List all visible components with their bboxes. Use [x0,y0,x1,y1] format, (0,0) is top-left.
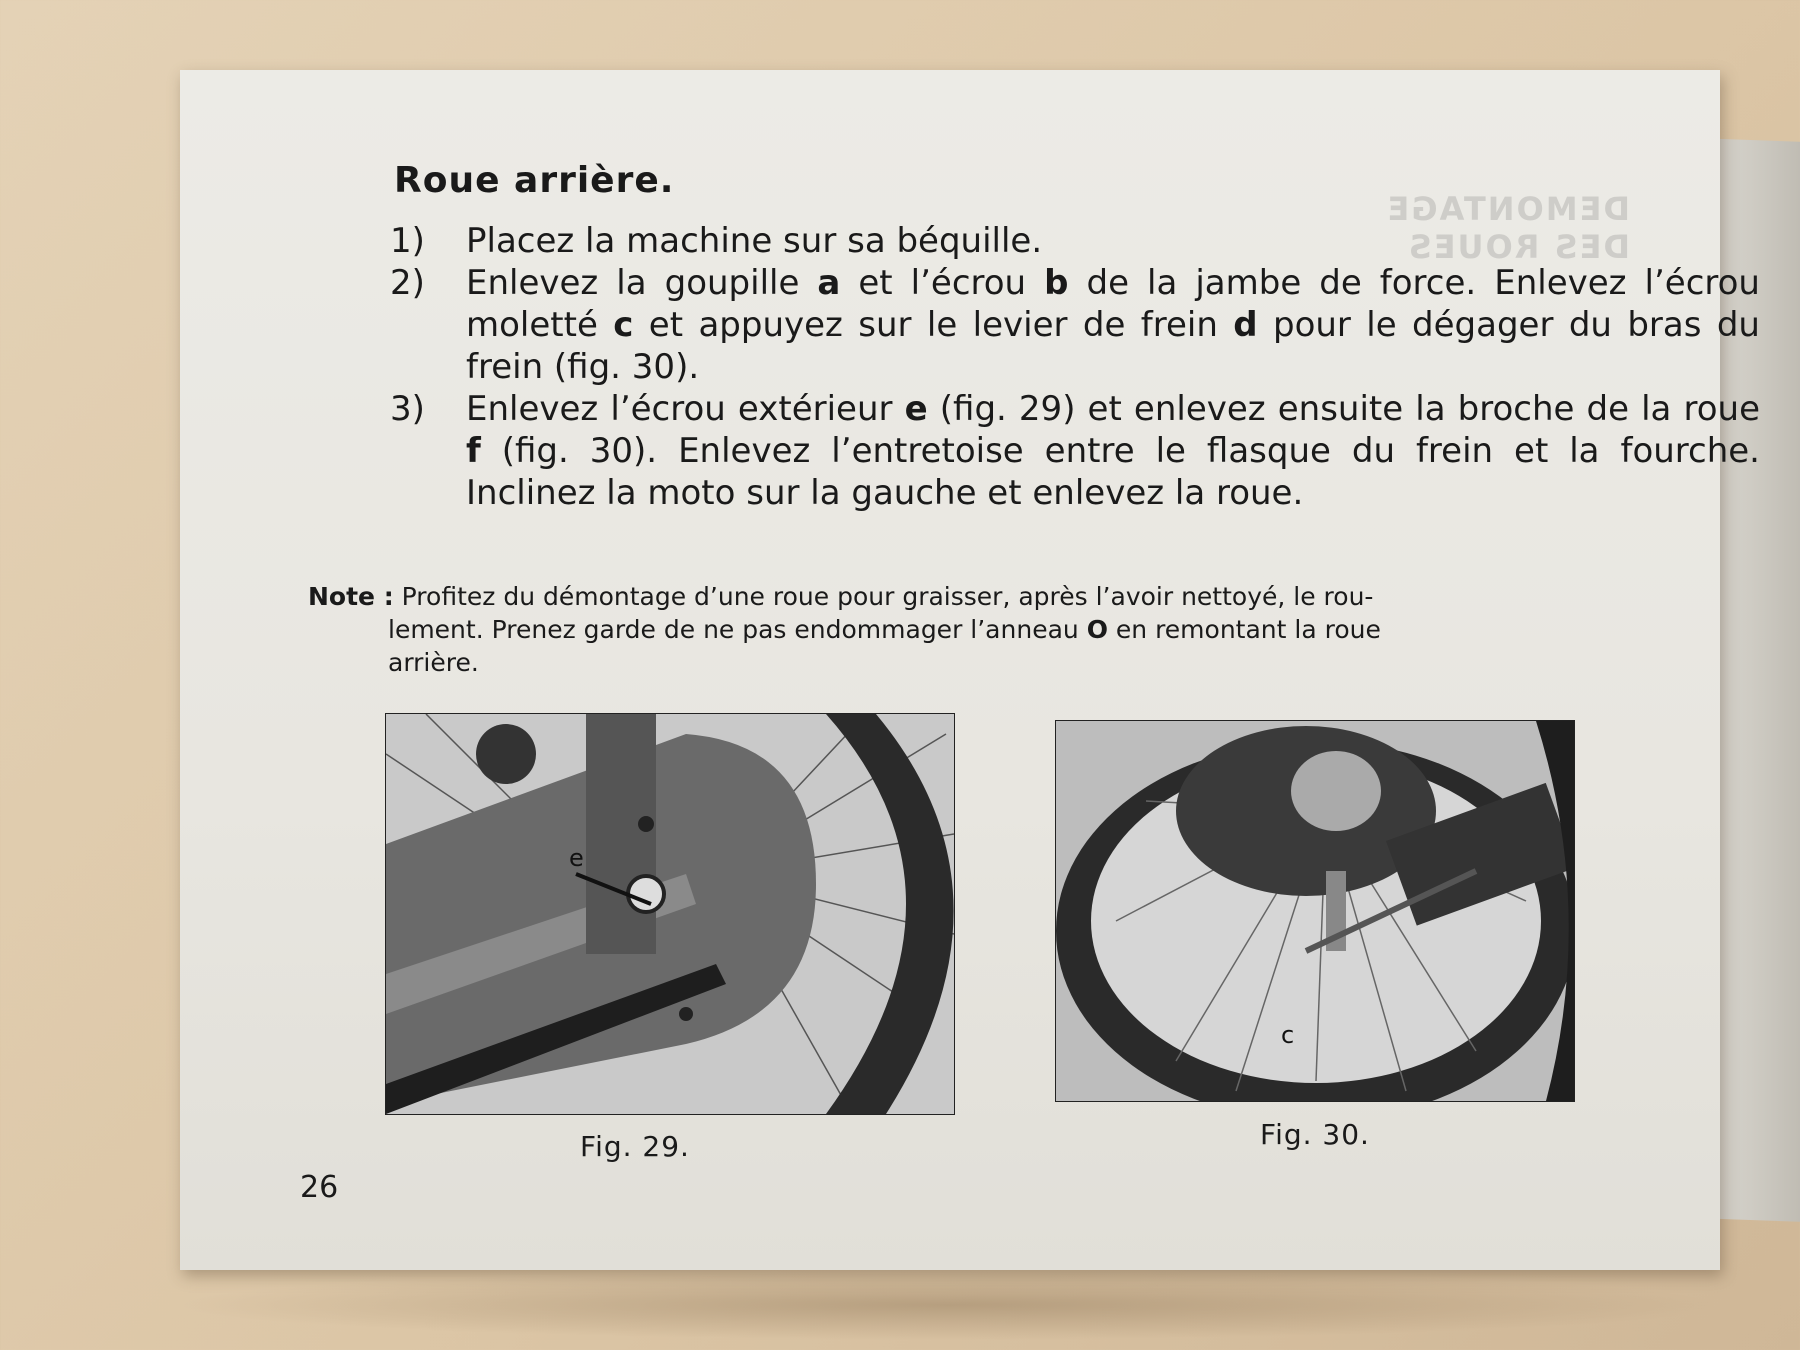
step-number: 1) [390,221,425,261]
figure-30-marker-c: c [1281,1021,1295,1049]
desk-shadow [170,1270,1730,1340]
step-number: 2) [390,263,425,303]
step-text: Enlevez l’écrou extérieur [466,389,905,429]
instruction-steps [390,220,1760,514]
step-3 [390,388,1760,514]
figure-30-photo [1055,720,1575,1102]
step-number: 3) [390,389,425,429]
part-letter-f: f [466,431,481,471]
note-paragraph [308,580,1753,679]
note-label: Note : [308,582,394,611]
ring-letter: O [1086,615,1108,644]
step-text: pour le dégager du bras du frein (fig. 30). [466,305,1760,387]
step-2 [390,262,1760,388]
step-text: et l’écrou [840,263,1045,303]
step-text: de la jambe de force. Enlevez l’écrou moletté [466,263,1760,345]
step-text: (fig. 29) et enlevez ensuite la broche de la roue [927,389,1760,429]
part-letter-c: c [613,305,634,345]
figure-29-caption: Fig. 29. [580,1130,690,1163]
part-letter-e: e [904,389,928,429]
page-number: 26 [300,1170,339,1205]
figure-30-caption: Fig. 30. [1260,1118,1370,1151]
figure-29-marker-e: e [569,844,584,872]
part-letter-a: a [817,263,841,303]
part-letter-b: b [1044,263,1069,303]
step-1 [390,220,1760,262]
section-heading: Roue arrière. [394,160,675,201]
note-text: lement. Prenez garde de ne pas endommager l’anneau [388,615,1087,644]
note-text: Profitez du démontage d’une roue pour graisser, après l’avoir nettoyé, le rou- [401,582,1374,611]
note-text: arrière. [388,648,479,677]
manual-page [180,70,1760,1270]
figure-29-photo [385,713,955,1115]
rear-wheel-brake-illustration [1056,721,1574,1101]
step-text: (fig. 30). Enlevez l’entretoise entre le flasque du frein et la fourche. Inclinez la moto sur la gauche et enlevez la roue. [466,431,1760,513]
step-text: Enlevez la goupille [466,263,818,303]
step-text: Placez la machine sur sa béquille. [466,221,1043,261]
step-text: et appuyez sur le levier de frein [633,305,1234,345]
rear-wheel-hub-illustration [386,714,954,1114]
note-text: en remontant la roue [1107,615,1381,644]
bleed-through-text: DEMONTAGE DES ROUES [1385,190,1630,266]
part-letter-d: d [1233,305,1258,345]
